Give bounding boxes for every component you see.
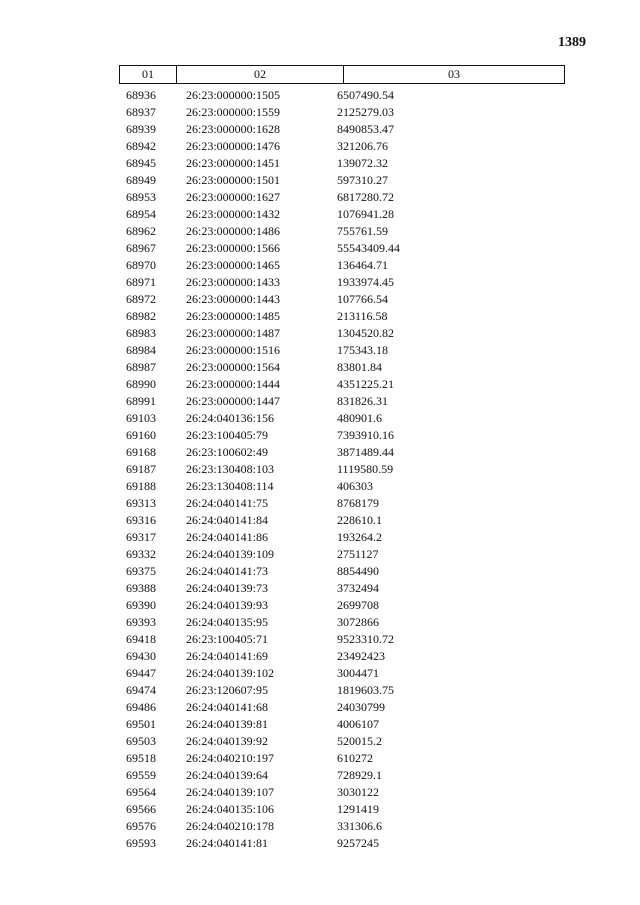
- table-row: [0, 580, 640, 597]
- cell-value: 2751127: [337, 547, 379, 561]
- table-row: [0, 546, 640, 563]
- cell-cadastral-number: 26:24:040139:64: [186, 768, 269, 782]
- cell-id: 69501: [126, 717, 156, 731]
- cell-value: 8854490: [337, 564, 379, 578]
- table-row: [0, 665, 640, 682]
- table-row: [0, 121, 640, 138]
- cell-cadastral-number: 26:23:000000:1486: [186, 224, 281, 238]
- table-row: [0, 750, 640, 767]
- cell-cadastral-number: 26:23:000000:1627: [186, 190, 281, 204]
- table-row: [0, 359, 640, 376]
- table-row: [0, 563, 640, 580]
- cell-id: 69313: [126, 496, 156, 510]
- cell-id: 69393: [126, 615, 156, 629]
- cell-cadastral-number: 26:23:000000:1443: [186, 292, 281, 306]
- cell-id: 68937: [126, 105, 156, 119]
- cell-value: 83801.84: [337, 360, 382, 374]
- table-row: [0, 648, 640, 665]
- page-number: 1389: [558, 35, 586, 50]
- cell-cadastral-number: 26:23:000000:1465: [186, 258, 281, 272]
- cell-value: 480901.6: [337, 411, 382, 425]
- cell-id: 69168: [126, 445, 156, 459]
- table-row: [0, 291, 640, 308]
- cell-id: 69430: [126, 649, 156, 663]
- table-row: [0, 835, 640, 852]
- cell-value: 4006107: [337, 717, 379, 731]
- cell-value: 610272: [337, 751, 373, 765]
- cell-cadastral-number: 26:24:040141:69: [186, 649, 269, 663]
- cell-id: 68970: [126, 258, 156, 272]
- cell-cadastral-number: 26:24:040141:75: [186, 496, 269, 510]
- cell-value: 7393910.16: [337, 428, 394, 442]
- cell-cadastral-number: 26:24:040139:92: [186, 734, 269, 748]
- cell-id: 69188: [126, 479, 156, 493]
- cell-cadastral-number: 26:23:000000:1487: [186, 326, 281, 340]
- table-row: [0, 682, 640, 699]
- cell-cadastral-number: 26:23:000000:1566: [186, 241, 281, 255]
- table-row: [0, 478, 640, 495]
- table-row: [0, 87, 640, 104]
- cell-id: 69316: [126, 513, 156, 527]
- table-row: [0, 818, 640, 835]
- cell-id: 69593: [126, 836, 156, 850]
- cell-value: 331306.6: [337, 819, 382, 833]
- cell-value: 213116.58: [337, 309, 388, 323]
- cell-cadastral-number: 26:24:040141:86: [186, 530, 269, 544]
- cell-cadastral-number: 26:23:000000:1559: [186, 105, 281, 119]
- cell-id: 68954: [126, 207, 156, 221]
- cell-value: 1819603.75: [337, 683, 394, 697]
- table-body: [0, 87, 640, 852]
- table-row: [0, 461, 640, 478]
- cell-value: 1291419: [337, 802, 379, 816]
- table-row: [0, 444, 640, 461]
- cell-value: 8768179: [337, 496, 379, 510]
- cell-id: 69474: [126, 683, 156, 697]
- cell-value: 9523310.72: [337, 632, 394, 646]
- cell-id: 68967: [126, 241, 156, 255]
- cell-id: 68990: [126, 377, 156, 391]
- cell-value: 728929.1: [337, 768, 382, 782]
- cell-cadastral-number: 26:24:040141:81: [186, 836, 269, 850]
- cell-id: 68972: [126, 292, 156, 306]
- cell-id: 69486: [126, 700, 156, 714]
- cell-value: 107766.54: [337, 292, 388, 306]
- table-row: [0, 733, 640, 750]
- cell-cadastral-number: 26:23:000000:1628: [186, 122, 281, 136]
- header-col-02: 02: [177, 66, 344, 83]
- cell-cadastral-number: 26:24:040139:73: [186, 581, 269, 595]
- table-row: [0, 138, 640, 155]
- cell-id: 69447: [126, 666, 156, 680]
- table-row: [0, 784, 640, 801]
- cell-id: 69564: [126, 785, 156, 799]
- cell-id: 68939: [126, 122, 156, 136]
- cell-id: 69187: [126, 462, 156, 476]
- cell-value: 321206.76: [337, 139, 388, 153]
- cell-id: 68984: [126, 343, 156, 357]
- cell-id: 69103: [126, 411, 156, 425]
- table-row: [0, 410, 640, 427]
- cell-id: 68942: [126, 139, 156, 153]
- cell-cadastral-number: 26:24:040139:109: [186, 547, 275, 561]
- cell-cadastral-number: 26:23:000000:1505: [186, 88, 281, 102]
- cell-cadastral-number: 26:24:040141:68: [186, 700, 269, 714]
- cell-id: 69559: [126, 768, 156, 782]
- cell-value: 139072.32: [337, 156, 388, 170]
- table-row: [0, 767, 640, 784]
- cell-id: 68936: [126, 88, 156, 102]
- cell-cadastral-number: 26:23:000000:1476: [186, 139, 281, 153]
- table-row: [0, 342, 640, 359]
- cell-cadastral-number: 26:23:000000:1451: [186, 156, 281, 170]
- cell-cadastral-number: 26:23:000000:1564: [186, 360, 281, 374]
- cell-value: 175343.18: [337, 343, 388, 357]
- cell-id: 68949: [126, 173, 156, 187]
- cell-value: 8490853.47: [337, 122, 394, 136]
- cell-cadastral-number: 26:23:100405:79: [186, 428, 269, 442]
- cell-cadastral-number: 26:24:040210:178: [186, 819, 275, 833]
- table-row: [0, 495, 640, 512]
- table-row: [0, 699, 640, 716]
- cell-value: 597310.27: [337, 173, 388, 187]
- table-row: [0, 172, 640, 189]
- cell-id: 68991: [126, 394, 156, 408]
- cell-cadastral-number: 26:24:040135:106: [186, 802, 275, 816]
- cell-id: 69390: [126, 598, 156, 612]
- cell-cadastral-number: 26:23:000000:1516: [186, 343, 281, 357]
- table-row: [0, 257, 640, 274]
- table-row: [0, 240, 640, 257]
- cell-cadastral-number: 26:24:040141:84: [186, 513, 269, 527]
- cell-cadastral-number: 26:23:100405:71: [186, 632, 269, 646]
- cell-cadastral-number: 26:23:120607:95: [186, 683, 269, 697]
- table-row: [0, 274, 640, 291]
- cell-id: 69518: [126, 751, 156, 765]
- table-row: [0, 206, 640, 223]
- table-row: [0, 223, 640, 240]
- table-row: [0, 597, 640, 614]
- cell-cadastral-number: 26:23:130408:114: [186, 479, 274, 493]
- cell-value: 55543409.44: [337, 241, 400, 255]
- cell-id: 68953: [126, 190, 156, 204]
- cell-value: 193264.2: [337, 530, 382, 544]
- cell-id: 69388: [126, 581, 156, 595]
- cell-cadastral-number: 26:24:040139:93: [186, 598, 269, 612]
- cell-cadastral-number: 26:24:040136:156: [186, 411, 275, 425]
- cell-value: 23492423: [337, 649, 385, 663]
- table-row: [0, 512, 640, 529]
- cell-value: 755761.59: [337, 224, 388, 238]
- cell-value: 228610.1: [337, 513, 382, 527]
- cell-value: 136464.71: [337, 258, 388, 272]
- header-col-01: 01: [120, 66, 177, 83]
- cell-id: 68982: [126, 309, 156, 323]
- cell-cadastral-number: 26:23:000000:1501: [186, 173, 281, 187]
- table-header: [119, 65, 565, 84]
- cell-value: 3030122: [337, 785, 379, 799]
- table-row: [0, 308, 640, 325]
- cell-id: 69375: [126, 564, 156, 578]
- table-row: [0, 393, 640, 410]
- cell-value: 24030799: [337, 700, 385, 714]
- cell-value: 406303: [337, 479, 373, 493]
- table-row: [0, 631, 640, 648]
- cell-value: 3072866: [337, 615, 379, 629]
- cell-cadastral-number: 26:24:040139:81: [186, 717, 269, 731]
- cell-cadastral-number: 26:24:040210:197: [186, 751, 275, 765]
- cell-cadastral-number: 26:23:100602:49: [186, 445, 269, 459]
- cell-cadastral-number: 26:24:040135:95: [186, 615, 269, 629]
- cell-id: 69576: [126, 819, 156, 833]
- cell-cadastral-number: 26:23:000000:1432: [186, 207, 281, 221]
- cell-id: 68971: [126, 275, 156, 289]
- table-row: [0, 801, 640, 818]
- table-row: [0, 155, 640, 172]
- cell-id: 69332: [126, 547, 156, 561]
- header-col-03: 03: [448, 67, 460, 81]
- cell-value: 1304520.82: [337, 326, 394, 340]
- cell-cadastral-number: 26:24:040139:107: [186, 785, 275, 799]
- cell-value: 2125279.03: [337, 105, 394, 119]
- cell-id: 68983: [126, 326, 156, 340]
- cell-value: 4351225.21: [337, 377, 394, 391]
- table-row: [0, 189, 640, 206]
- table-row: [0, 529, 640, 546]
- cell-value: 3004471: [337, 666, 379, 680]
- cell-id: 68945: [126, 156, 156, 170]
- cell-id: 69317: [126, 530, 156, 544]
- cell-cadastral-number: 26:23:000000:1447: [186, 394, 281, 408]
- table-row: [0, 716, 640, 733]
- cell-id: 69418: [126, 632, 156, 646]
- cell-value: 831826.31: [337, 394, 388, 408]
- cell-value: 520015.2: [337, 734, 382, 748]
- cell-cadastral-number: 26:23:000000:1485: [186, 309, 281, 323]
- cell-id: 68962: [126, 224, 156, 238]
- cell-cadastral-number: 26:23:130408:103: [186, 462, 275, 476]
- cell-value: 1933974.45: [337, 275, 394, 289]
- cell-value: 1076941.28: [337, 207, 394, 221]
- cell-cadastral-number: 26:24:040141:73: [186, 564, 269, 578]
- cell-id: 68987: [126, 360, 156, 374]
- table-row: [0, 325, 640, 342]
- cell-cadastral-number: 26:23:000000:1433: [186, 275, 281, 289]
- table-row: [0, 104, 640, 121]
- cell-value: 3871489.44: [337, 445, 394, 459]
- cell-value: 1119580.59: [337, 462, 394, 476]
- cell-id: 69503: [126, 734, 156, 748]
- cell-cadastral-number: 26:24:040139:102: [186, 666, 275, 680]
- cell-cadastral-number: 26:23:000000:1444: [186, 377, 281, 391]
- cell-id: 69566: [126, 802, 156, 816]
- table-row: [0, 376, 640, 393]
- cell-value: 6817280.72: [337, 190, 394, 204]
- cell-value: 9257245: [337, 836, 379, 850]
- table-row: [0, 614, 640, 631]
- cell-value: 2699708: [337, 598, 379, 612]
- cell-value: 3732494: [337, 581, 379, 595]
- cell-value: 6507490.54: [337, 88, 394, 102]
- table-row: [0, 427, 640, 444]
- cell-id: 69160: [126, 428, 156, 442]
